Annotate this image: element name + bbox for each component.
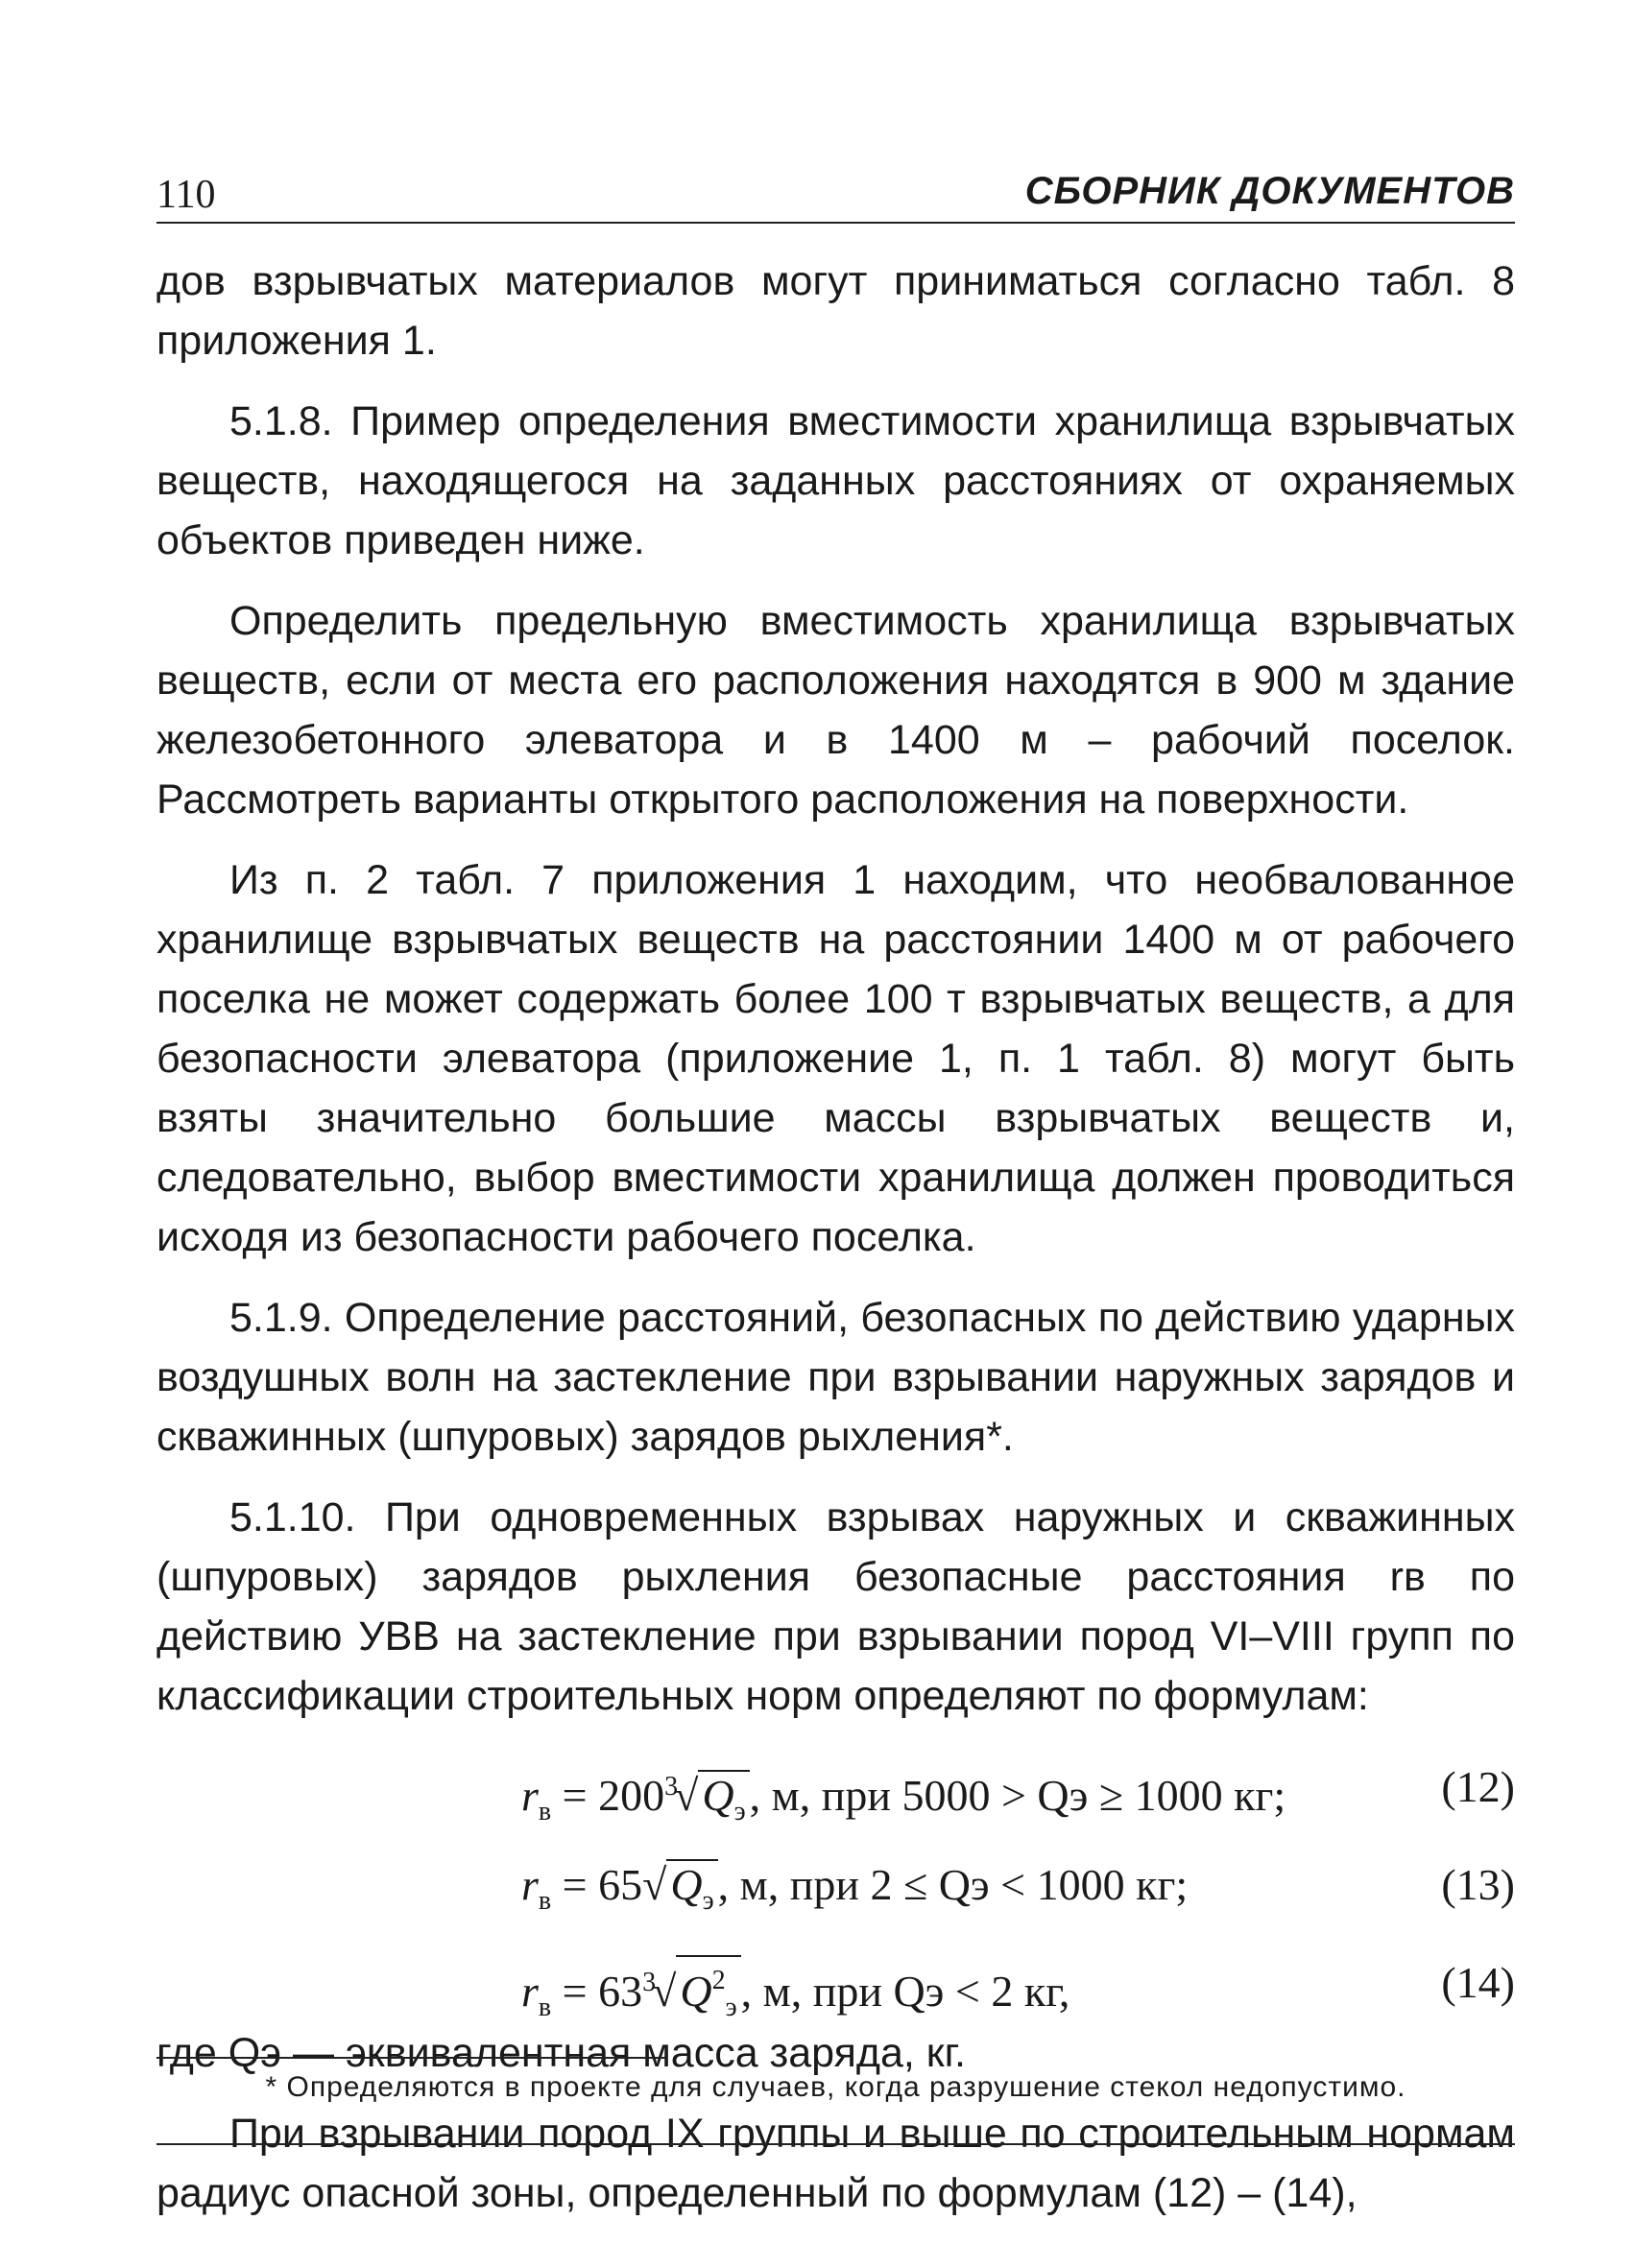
footnote: * Определяются в проекте для случаев, когда разрушение стекол недопустимо. — [265, 2071, 1406, 2103]
radicand-subscript: э — [702, 1886, 714, 1916]
formula-lhs-subscript: в — [538, 1993, 552, 2022]
formula-lhs-subscript: в — [538, 1797, 552, 1826]
formula-number: (12) — [1441, 1762, 1515, 1811]
root-index: 3 — [664, 1772, 679, 1802]
radicand — [666, 1859, 717, 1925]
paragraph-final: При взрывании пород IX группы и выше по строительным нормам радиус опасной зоны, определенный по формулам (12) – (14), — [156, 2111, 1515, 2216]
paragraph-5-1-8: 5.1.8. Пример определения вместимости хранилища взрывчатых веществ, находящегося на заданных расстояниях от охраняемых объектов приведен ниже. — [156, 398, 1515, 563]
radical-icon: √ — [674, 1771, 699, 1820]
paragraph-solution: Из п. 2 табл. 7 приложения 1 находим, что необвалованное хранилище взрывчатых веществ на расстоянии 1400 м от рабочего поселка не может содержать более 100 т взрывчатых веществ, а для безопасности элеватора (приложение 1, п. 1 табл. 8) могут быть взяты значительно большие массы взрывчатых веществ и, следовательно, выбор вместимости хранилища должен проводиться исходя из безопасности рабочего поселка. — [156, 857, 1515, 1260]
formula-condition: , м, при Qэ < 2 кг, — [740, 1967, 1070, 2016]
formula-14 — [156, 1943, 1515, 2023]
radicand-var: Q — [670, 1860, 703, 1909]
formula-condition: , м, при 5000 > Qэ ≥ 1000 кг; — [749, 1771, 1286, 1820]
radicand — [698, 1770, 749, 1836]
bottom-divider — [156, 2143, 1515, 2145]
formula-coefficient: = 200 — [562, 1771, 665, 1820]
formula-lhs: r — [521, 1967, 539, 2016]
formula-expression — [521, 1943, 1069, 2048]
where-definition: где Qэ — эквивалентная масса заряда, кг. — [156, 2030, 966, 2076]
paragraph-task: Определить предельную вместимость хранилища взрывчатых веществ, если от места его расположения находятся в 900 м здание железобетонного элеватора и в 1400 м – рабочий поселок. Рассмотреть варианты открытого расположения на поверхности. — [156, 598, 1515, 823]
formula-number: (13) — [1441, 1860, 1515, 1909]
radicand-superscript: 2 — [711, 1966, 726, 1995]
formula-coefficient: = 65 — [562, 1860, 643, 1909]
footnote-divider — [156, 2057, 665, 2059]
formula-expression — [521, 1747, 1286, 1852]
formula-expression — [521, 1845, 1188, 1942]
formula-lhs-subscript: в — [538, 1886, 552, 1916]
radical-icon: √ — [652, 1967, 677, 2016]
formula-lhs: r — [521, 1771, 539, 1820]
radical-icon: √ — [642, 1860, 667, 1909]
paragraph-5-1-9: 5.1.9. Определение расстояний, безопасных по действию ударных воздушных волн на застекление при взрывании наружных зарядов и скважинных (шпуровых) зарядов рыхления*. — [156, 1295, 1515, 1460]
formula-13 — [156, 1845, 1515, 1925]
paragraph-5-1-10: 5.1.10. При одновременных взрывах наружных и скважинных (шпуровых) зарядов рыхления безопасные расстояния rв по действию УВВ на застекление при взрывании пород VI–VIII групп по классификации строительных норм определяют по формулам: — [156, 1494, 1515, 1719]
formula-lhs: r — [521, 1860, 539, 1909]
formula-condition: , м, при 2 ≤ Qэ < 1000 кг; — [717, 1860, 1189, 1909]
radicand-var: Q — [702, 1771, 734, 1820]
page-body — [156, 251, 1515, 2244]
radicand — [676, 1955, 740, 2032]
formula-coefficient: = 63 — [562, 1967, 643, 2016]
radicand-subscript: э — [733, 1797, 746, 1826]
radicand-subscript: э — [725, 1993, 737, 2022]
formula-12 — [156, 1747, 1515, 1827]
root-index: 3 — [642, 1968, 657, 1997]
radicand-var: Q — [680, 1967, 712, 2016]
page-number: 110 — [156, 173, 216, 217]
running-title: СБОРНИК ДОКУМЕНТОВ — [1024, 170, 1515, 212]
page-header — [156, 168, 1515, 224]
paragraph-continuation: дов взрывчатых материалов могут приниматься согласно табл. 8 приложения 1. — [156, 258, 1515, 364]
formula-number: (14) — [1441, 1958, 1515, 2007]
